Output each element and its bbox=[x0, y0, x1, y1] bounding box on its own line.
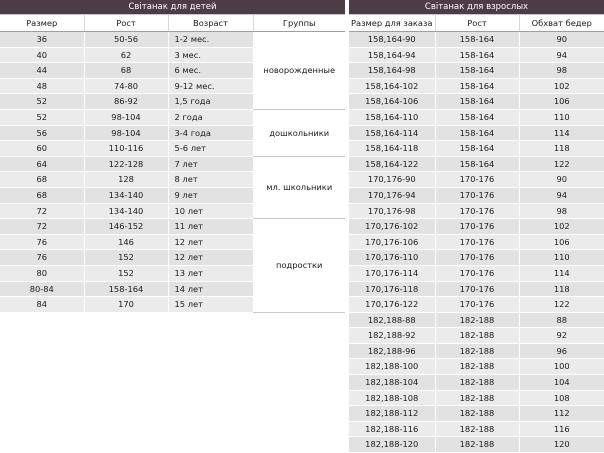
group-cell: мл. школьники bbox=[253, 156, 345, 218]
table-row bbox=[349, 125, 604, 141]
table-row bbox=[349, 47, 604, 63]
table-row bbox=[349, 437, 604, 453]
table-row bbox=[349, 234, 604, 250]
order-size-cell: 170,176-98 bbox=[349, 203, 435, 219]
hips-cell: 98 bbox=[519, 203, 604, 219]
order-size-cell: 158,164-102 bbox=[349, 78, 435, 94]
size-cell: 72 bbox=[0, 219, 84, 235]
hips-cell: 90 bbox=[519, 32, 604, 48]
height-cell: 182-188 bbox=[435, 359, 519, 375]
table-row bbox=[349, 390, 604, 406]
hips-cell: 114 bbox=[519, 265, 604, 281]
table-row bbox=[349, 141, 604, 157]
order-size-cell: 182,188-120 bbox=[349, 437, 435, 453]
size-cell: 84 bbox=[0, 297, 84, 313]
height-cell: 110-116 bbox=[84, 141, 168, 157]
order-size-cell: 182,188-112 bbox=[349, 406, 435, 422]
hips-cell: 96 bbox=[519, 343, 604, 359]
height-cell: 182-188 bbox=[435, 406, 519, 422]
height-cell: 170-176 bbox=[435, 219, 519, 235]
order-size-cell: 182,188-96 bbox=[349, 343, 435, 359]
age-cell: 12 лет bbox=[168, 250, 253, 266]
age-cell: 13 лет bbox=[168, 265, 253, 281]
height-cell: 170-176 bbox=[435, 234, 519, 250]
height-cell: 170-176 bbox=[435, 281, 519, 297]
order-size-cell: 158,164-94 bbox=[349, 47, 435, 63]
size-cell: 80-84 bbox=[0, 281, 84, 297]
order-size-cell: 158,164-110 bbox=[349, 109, 435, 125]
hips-cell: 94 bbox=[519, 47, 604, 63]
height-cell: 158-164 bbox=[435, 125, 519, 141]
table-row bbox=[349, 63, 604, 79]
size-cell: 44 bbox=[0, 63, 84, 79]
table-row bbox=[349, 203, 604, 219]
age-cell: 8 лет bbox=[168, 172, 253, 188]
table-row bbox=[349, 32, 604, 48]
height-cell: 170-176 bbox=[435, 265, 519, 281]
height-cell: 128 bbox=[84, 172, 168, 188]
kids-header-age: Возраст bbox=[168, 15, 253, 32]
kids-header-row bbox=[0, 15, 345, 32]
height-cell: 182-188 bbox=[435, 421, 519, 437]
height-cell: 146 bbox=[84, 234, 168, 250]
hips-cell: 94 bbox=[519, 187, 604, 203]
age-cell: 11 лет bbox=[168, 219, 253, 235]
group-cell: дошкольники bbox=[253, 109, 345, 156]
height-cell: 158-164 bbox=[435, 94, 519, 110]
adults-header-row bbox=[349, 15, 604, 32]
order-size-cell: 158,164-118 bbox=[349, 141, 435, 157]
height-cell: 170-176 bbox=[435, 203, 519, 219]
order-size-cell: 182,188-88 bbox=[349, 312, 435, 328]
table-row bbox=[349, 312, 604, 328]
height-cell: 50-56 bbox=[84, 32, 168, 48]
size-cell: 68 bbox=[0, 187, 84, 203]
table-row bbox=[349, 328, 604, 344]
height-cell: 158-164 bbox=[435, 47, 519, 63]
kids-header-groups: Группы bbox=[253, 15, 345, 32]
size-cell: 80 bbox=[0, 265, 84, 281]
table-row bbox=[0, 32, 345, 48]
table-row bbox=[349, 359, 604, 375]
height-cell: 62 bbox=[84, 47, 168, 63]
table-row bbox=[349, 187, 604, 203]
hips-cell: 114 bbox=[519, 125, 604, 141]
hips-cell: 108 bbox=[519, 390, 604, 406]
hips-cell: 116 bbox=[519, 421, 604, 437]
order-size-cell: 182,188-104 bbox=[349, 375, 435, 391]
size-cell: 72 bbox=[0, 203, 84, 219]
hips-cell: 104 bbox=[519, 375, 604, 391]
height-cell: 170 bbox=[84, 297, 168, 313]
order-size-cell: 182,188-100 bbox=[349, 359, 435, 375]
height-cell: 182-188 bbox=[435, 312, 519, 328]
height-cell: 182-188 bbox=[435, 343, 519, 359]
height-cell: 158-164 bbox=[435, 78, 519, 94]
hips-cell: 106 bbox=[519, 94, 604, 110]
size-cell: 68 bbox=[0, 172, 84, 188]
kids-table-title: Світанак для детей bbox=[0, 0, 345, 14]
age-cell: 7 лет bbox=[168, 156, 253, 172]
hips-cell: 102 bbox=[519, 78, 604, 94]
height-cell: 86-92 bbox=[84, 94, 168, 110]
table-row bbox=[0, 156, 345, 172]
order-size-cell: 158,164-122 bbox=[349, 156, 435, 172]
height-cell: 170-176 bbox=[435, 250, 519, 266]
table-row bbox=[349, 94, 604, 110]
height-cell: 134-140 bbox=[84, 187, 168, 203]
height-cell: 146-152 bbox=[84, 219, 168, 235]
height-cell: 158-164 bbox=[435, 109, 519, 125]
table-row bbox=[349, 265, 604, 281]
age-cell: 5-6 лет bbox=[168, 141, 253, 157]
height-cell: 170-176 bbox=[435, 187, 519, 203]
table-row bbox=[349, 375, 604, 391]
age-cell: 12 лет bbox=[168, 234, 253, 250]
size-cell: 36 bbox=[0, 32, 84, 48]
height-cell: 170-176 bbox=[435, 297, 519, 313]
height-cell: 182-188 bbox=[435, 390, 519, 406]
hips-cell: 110 bbox=[519, 250, 604, 266]
table-row bbox=[0, 219, 345, 235]
adults-table-title: Світанак для взрослых bbox=[349, 0, 604, 14]
table-row bbox=[349, 109, 604, 125]
height-cell: 170-176 bbox=[435, 172, 519, 188]
hips-cell: 110 bbox=[519, 109, 604, 125]
hips-cell: 90 bbox=[519, 172, 604, 188]
order-size-cell: 182,188-108 bbox=[349, 390, 435, 406]
order-size-cell: 158,164-114 bbox=[349, 125, 435, 141]
size-cell: 56 bbox=[0, 125, 84, 141]
order-size-cell: 170,176-102 bbox=[349, 219, 435, 235]
height-cell: 134-140 bbox=[84, 203, 168, 219]
table-row bbox=[349, 343, 604, 359]
height-cell: 98-104 bbox=[84, 109, 168, 125]
table-row bbox=[349, 281, 604, 297]
table-row bbox=[349, 297, 604, 313]
order-size-cell: 170,176-114 bbox=[349, 265, 435, 281]
age-cell: 9 лет bbox=[168, 187, 253, 203]
height-cell: 152 bbox=[84, 265, 168, 281]
order-size-cell: 158,164-98 bbox=[349, 63, 435, 79]
order-size-cell: 182,188-116 bbox=[349, 421, 435, 437]
table-row bbox=[0, 109, 345, 125]
adults-header-order-size: Размер для заказа bbox=[349, 15, 435, 32]
hips-cell: 102 bbox=[519, 219, 604, 235]
table-row bbox=[349, 78, 604, 94]
height-cell: 158-164 bbox=[435, 156, 519, 172]
size-cell: 48 bbox=[0, 78, 84, 94]
hips-cell: 118 bbox=[519, 141, 604, 157]
size-cell: 52 bbox=[0, 94, 84, 110]
age-cell: 3-4 года bbox=[168, 125, 253, 141]
adults-table bbox=[349, 14, 604, 453]
age-cell: 6 мес. bbox=[168, 63, 253, 79]
order-size-cell: 170,176-118 bbox=[349, 281, 435, 297]
age-cell: 14 лет bbox=[168, 281, 253, 297]
kids-size-table bbox=[0, 0, 345, 313]
hips-cell: 92 bbox=[519, 328, 604, 344]
age-cell: 1,5 года bbox=[168, 94, 253, 110]
hips-cell: 112 bbox=[519, 406, 604, 422]
order-size-cell: 170,176-106 bbox=[349, 234, 435, 250]
size-cell: 76 bbox=[0, 250, 84, 266]
hips-cell: 118 bbox=[519, 281, 604, 297]
order-size-cell: 170,176-110 bbox=[349, 250, 435, 266]
height-cell: 158-164 bbox=[435, 63, 519, 79]
height-cell: 182-188 bbox=[435, 437, 519, 453]
kids-header-height: Рост bbox=[84, 15, 168, 32]
table-row bbox=[349, 156, 604, 172]
table-row bbox=[349, 406, 604, 422]
kids-table bbox=[0, 14, 345, 313]
age-cell: 1-2 мес. bbox=[168, 32, 253, 48]
size-cell: 40 bbox=[0, 47, 84, 63]
age-cell: 15 лет bbox=[168, 297, 253, 313]
table-row bbox=[349, 250, 604, 266]
hips-cell: 98 bbox=[519, 63, 604, 79]
hips-cell: 100 bbox=[519, 359, 604, 375]
hips-cell: 122 bbox=[519, 297, 604, 313]
size-cell: 64 bbox=[0, 156, 84, 172]
height-cell: 74-80 bbox=[84, 78, 168, 94]
age-cell: 9-12 мес. bbox=[168, 78, 253, 94]
age-cell: 3 мес. bbox=[168, 47, 253, 63]
age-cell: 2 года bbox=[168, 109, 253, 125]
height-cell: 182-188 bbox=[435, 328, 519, 344]
adults-table-body bbox=[349, 32, 604, 453]
adults-size-table bbox=[349, 0, 604, 453]
order-size-cell: 158,164-106 bbox=[349, 94, 435, 110]
size-cell: 60 bbox=[0, 141, 84, 157]
size-cell: 52 bbox=[0, 109, 84, 125]
height-cell: 152 bbox=[84, 250, 168, 266]
order-size-cell: 158,164-90 bbox=[349, 32, 435, 48]
hips-cell: 106 bbox=[519, 234, 604, 250]
height-cell: 182-188 bbox=[435, 375, 519, 391]
order-size-cell: 182,188-92 bbox=[349, 328, 435, 344]
kids-table-body bbox=[0, 32, 345, 313]
table-row bbox=[349, 172, 604, 188]
hips-cell: 120 bbox=[519, 437, 604, 453]
table-row bbox=[349, 219, 604, 235]
group-cell: новорожденные bbox=[253, 32, 345, 110]
height-cell: 68 bbox=[84, 63, 168, 79]
height-cell: 158-164 bbox=[435, 32, 519, 48]
height-cell: 158-164 bbox=[84, 281, 168, 297]
height-cell: 122-128 bbox=[84, 156, 168, 172]
table-row bbox=[349, 421, 604, 437]
hips-cell: 122 bbox=[519, 156, 604, 172]
kids-header-size: Размер bbox=[0, 15, 84, 32]
height-cell: 98-104 bbox=[84, 125, 168, 141]
adults-header-height: Рост bbox=[435, 15, 519, 32]
order-size-cell: 170,176-90 bbox=[349, 172, 435, 188]
hips-cell: 88 bbox=[519, 312, 604, 328]
order-size-cell: 170,176-94 bbox=[349, 187, 435, 203]
height-cell: 158-164 bbox=[435, 141, 519, 157]
adults-header-hips: Обхват бедер bbox=[519, 15, 604, 32]
age-cell: 10 лет bbox=[168, 203, 253, 219]
group-cell: подростки bbox=[253, 219, 345, 313]
order-size-cell: 170,176-122 bbox=[349, 297, 435, 313]
size-cell: 76 bbox=[0, 234, 84, 250]
